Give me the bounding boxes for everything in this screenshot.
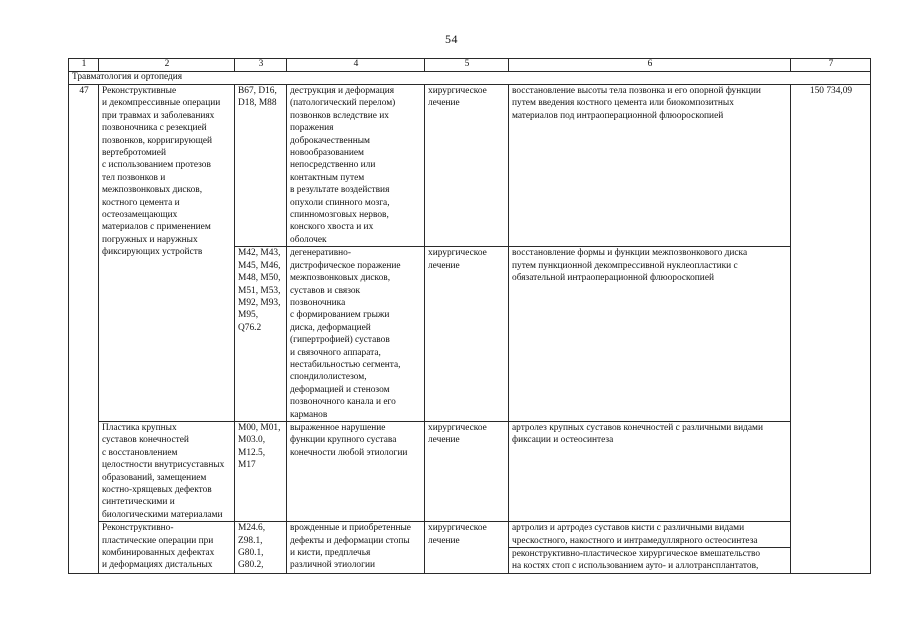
treatment-method: артролез крупных суставов конечностей с различными видами фиксации и остеосинтеза xyxy=(509,421,791,521)
icd-codes: B67, D16, D18, M88 xyxy=(235,85,287,247)
patient-condition: врожденные и приобретенные дефекты и деформации стопы и кисти, предплечья различной этиологии xyxy=(287,522,425,574)
table-row xyxy=(69,85,871,247)
column-number: 7 xyxy=(791,59,871,72)
section-row xyxy=(69,72,871,85)
icd-codes: M24.6, Z98.1, G80.1, G80.2, xyxy=(235,522,287,574)
treatment-type: хирургическое лечение xyxy=(425,522,509,574)
column-number: 3 xyxy=(235,59,287,72)
column-number: 1 xyxy=(69,59,99,72)
procedures-table xyxy=(68,58,871,574)
column-number: 5 xyxy=(425,59,509,72)
page-number: 54 xyxy=(445,32,458,46)
treatment-type: хирургическое лечение xyxy=(425,85,509,247)
treatment-type: хирургическое лечение xyxy=(425,247,509,422)
treatment-type: хирургическое лечение xyxy=(425,421,509,521)
column-number-row xyxy=(69,59,871,72)
section-title: Травматология и ортопедия xyxy=(69,72,871,85)
treatment-method: артролиз и артродез суставов кисти с различными видами чрескостного, накостного и интрамедуллярного остеосинтеза xyxy=(509,522,791,548)
procedure-name: Реконструктивно- пластические операции при комбинированных дефектах и деформациях дистальных xyxy=(99,522,235,574)
procedure-name: Реконструктивные и декомпрессивные операции при травмах и заболеваниях позвоночника с резекцией позвонков, корригирующей вертебротомией с использованием протезов тел позвонков и межпозвонковых дисков, костного цемента и остеозамещающих материалов с применением погружных и наружных фиксирующих устройств xyxy=(99,85,235,422)
treatment-method: реконструктивно-пластическое хирургическое вмешательство на костях стоп с использованием ауто- и аллотрансплантатов, xyxy=(509,548,791,574)
table-row xyxy=(69,522,871,548)
patient-condition: выраженное нарушение функции крупного сустава конечности любой этиологии xyxy=(287,421,425,521)
treatment-method: восстановление формы и функции межпозвонкового диска путем пункционной декомпрессивной нуклеопластики с обязательной интраоперационной флюороскопией xyxy=(509,247,791,422)
column-number: 6 xyxy=(509,59,791,72)
table-row xyxy=(69,421,871,521)
column-number: 2 xyxy=(99,59,235,72)
patient-condition: дегенеративно- дистрофическое поражение межпозвонковых дисков, суставов и связок позвоночника с формированием грыжи диска, деформацией (гипертрофией) суставов и связочного аппарата, нестабильностью сегмента, спондилолистезом, деформацией и стенозом позвоночного канала и его карманов xyxy=(287,247,425,422)
column-number: 4 xyxy=(287,59,425,72)
patient-condition: деструкция и деформация (патологический перелом) позвонков вследствие их поражения доброкачественным новообразованием непосредственно или контактным путем в результате воздействия опухоли спинного мозга, спинномозговых нервов, конского хвоста и их оболочек xyxy=(287,85,425,247)
treatment-method: восстановление высоты тела позвонка и его опорной функции путем введения костного цемента или биокомпозитных материалов под интраоперационной флюороскопией xyxy=(509,85,791,247)
cost-value: 150 734,09 xyxy=(791,85,871,574)
icd-codes: M42, M43, M45, M46, M48, M50, M51, M53, M92, M93, M95, Q76.2 xyxy=(235,247,287,422)
icd-codes: M00, M01, M03.0, M12.5, M17 xyxy=(235,421,287,521)
procedure-name: Пластика крупных суставов конечностей с восстановлением целостности внутрисуставных образований, замещением костно-хрящевых дефектов синтетическими и биологическими материалами xyxy=(99,421,235,521)
group-number: 47 xyxy=(69,85,99,574)
